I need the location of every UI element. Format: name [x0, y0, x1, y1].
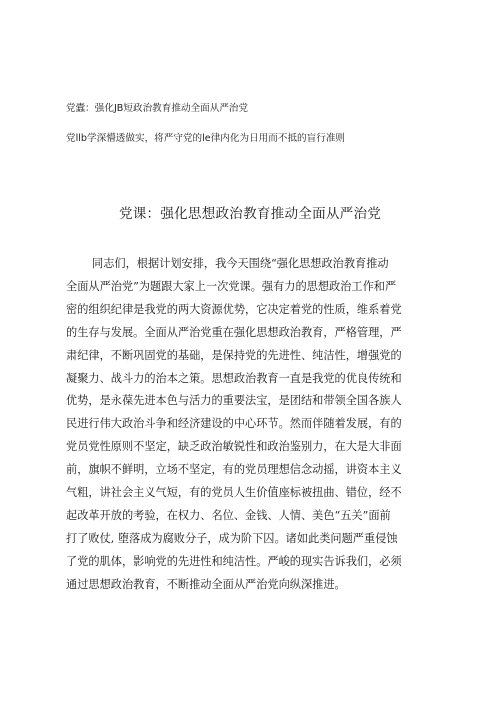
body-line: 凝聚力、战斗力的治本之策。思想政治教育一直是我党的优良传统和 — [66, 371, 402, 385]
body-line: 起改革开放的考验，在权力、名位、金钱、人情、美色“五关”面前 — [66, 508, 391, 522]
body-line: 肃纪律，不断巩固党的基础，是保持党的先进性、纯洁性，增强党的 — [66, 348, 402, 362]
body-line: 党员党性原则不坚定，缺乏政治敏锐性和政治鉴别力，在大是大非面 — [66, 440, 402, 454]
body-line: 前，旗帜不鲜明，立场不坚定，有的党员理想信念动摇，讲资本主义 — [66, 463, 402, 477]
document-title: 党课：强化思想政治教育推动全面从严治党 — [118, 206, 382, 222]
document-body — [66, 253, 442, 597]
body-line: 打了败仗, 堕落成为腐败分子，成为阶下囚。诸如此类问题严重侵蚀 — [66, 531, 398, 545]
body-line: 通过思想政治教育，不断推动全面从严治党向纵深推进。 — [66, 577, 346, 591]
body-line: 密的组织纪律是我党的两大资源优势，它决定着党的性质，维系着党 — [66, 302, 402, 316]
body-line: 的生存与发展。全面从严治党重在强化思想政治教育，严格管理，严 — [66, 325, 402, 339]
body-line: 了党的肌体，影响党的先进性和纯洁性。严峻的现实告诉我们，必须 — [66, 554, 402, 568]
body-line: 民进行伟大政治斗争和经济建设的中心环节。然而伴随着发展，有的 — [66, 417, 402, 431]
header-line-2: 党llb学深懵透做实，将严守党的le律内化为日用而不抵的盲行准则 — [66, 133, 346, 144]
body-line: 全面从严治党”为题跟大家上一次党课。强有力的思想政治工作和严 — [66, 279, 397, 293]
header-line-1: 党蠹：强化JB短政治教育推动全面从严治党 — [66, 103, 249, 114]
body-line: 同志们，根据计划安排，我今天围绕“强化思想政治教育推动 — [92, 257, 389, 270]
body-line: 气粗，讲社会主义气短，有的党员人生价值座标被扭曲、错位，经不 — [66, 486, 402, 500]
body-line: 优势，是永葆先进本色与活力的重要法宝，是团结和带领全国各族人 — [66, 394, 402, 408]
